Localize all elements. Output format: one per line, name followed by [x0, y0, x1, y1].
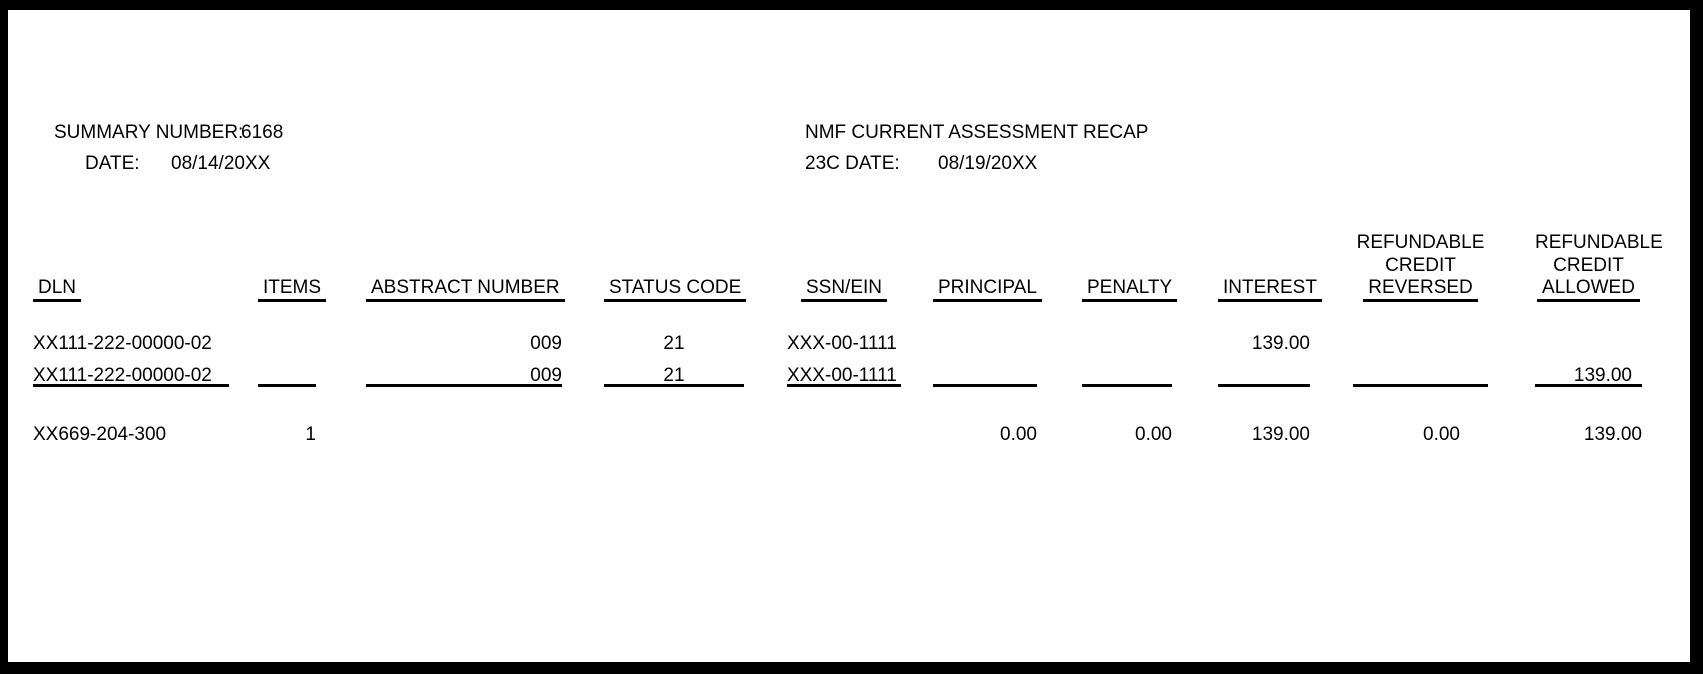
column-header-items	[258, 277, 322, 300]
cell-interest: 139.00	[1251, 424, 1310, 445]
header-label: ALLOWED	[1537, 277, 1640, 302]
cell-refundable-credit-allowed: 139.00	[1535, 365, 1642, 387]
column-header-penalty	[1082, 277, 1172, 300]
cell-status-code: 21	[604, 365, 744, 387]
cell-items	[258, 365, 316, 387]
cell-refundable-credit-reversed	[1353, 333, 1488, 355]
header-label: PRINCIPAL	[933, 277, 1042, 302]
cell-principal	[933, 365, 1037, 387]
cell-items	[258, 333, 316, 355]
cell-interest	[1218, 365, 1310, 387]
summary-number-value: 6168	[241, 122, 284, 143]
column-header-abstract-number	[366, 277, 562, 300]
table-header-row	[0, 0, 1703, 300]
summary-number-label: SUMMARY NUMBER:	[54, 122, 244, 143]
cell-refundable-credit-allowed: 139.00	[1583, 424, 1642, 445]
column-header-refundable-credit-allowed	[1535, 231, 1663, 300]
c23c-date-label: 23C DATE:	[805, 153, 900, 174]
column-header-status-code	[604, 277, 744, 300]
header-label: ITEMS	[258, 277, 326, 302]
cell-abstract-number: 009	[530, 333, 562, 354]
header-label: STATUS CODE	[604, 277, 746, 302]
cell-interest: 139.00	[1251, 333, 1310, 354]
cell-refundable-credit-reversed	[1353, 365, 1488, 387]
date-value: 08/14/20XX	[171, 153, 271, 174]
header-label: SSN/EIN	[801, 277, 887, 302]
cell-dln: XX669-204-300	[33, 424, 167, 445]
header-label: ABSTRACT NUMBER	[366, 277, 565, 302]
header-line: REFUNDABLE	[1356, 232, 1485, 253]
column-header-interest	[1218, 277, 1317, 300]
cell-abstract-number: 009	[366, 365, 562, 387]
header-line: CREDIT	[1553, 255, 1624, 276]
header-label: REVERSED	[1363, 277, 1478, 302]
column-header-dln	[33, 277, 229, 300]
cell-refundable-credit-allowed	[1535, 333, 1642, 355]
column-header-refundable-credit-reversed	[1353, 231, 1488, 300]
cell-ssn-ein: XXX-00-1111	[787, 365, 901, 387]
cell-penalty	[1082, 365, 1172, 387]
cell-principal	[933, 333, 1037, 355]
totals-row	[0, 424, 1703, 449]
header-label: PENALTY	[1082, 277, 1177, 302]
cell-dln: XX111-222-00000-02	[33, 333, 212, 354]
cell-status-code: 21	[663, 333, 685, 354]
table-row	[0, 365, 1703, 390]
header-label: INTEREST	[1218, 277, 1322, 302]
cell-principal: 0.00	[1000, 424, 1037, 445]
column-header-principal	[933, 277, 1037, 300]
c23c-date-value: 08/19/20XX	[938, 153, 1038, 174]
report-title: NMF CURRENT ASSESSMENT RECAP	[805, 122, 1149, 143]
cell-dln: XX111-222-00000-02	[33, 365, 229, 387]
table-row	[0, 333, 1703, 358]
column-header-ssn-ein	[787, 277, 901, 300]
header-line: CREDIT	[1385, 255, 1456, 276]
cell-items: 1	[305, 424, 316, 445]
date-label: DATE:	[85, 153, 140, 174]
cell-penalty	[1082, 333, 1172, 355]
header-label: DLN	[33, 277, 81, 302]
header-line: REFUNDABLE	[1535, 232, 1663, 253]
cell-ssn-ein: XXX-00-1111	[787, 333, 897, 354]
cell-refundable-credit-reversed: 0.00	[1423, 424, 1460, 445]
cell-penalty: 0.00	[1135, 424, 1172, 445]
